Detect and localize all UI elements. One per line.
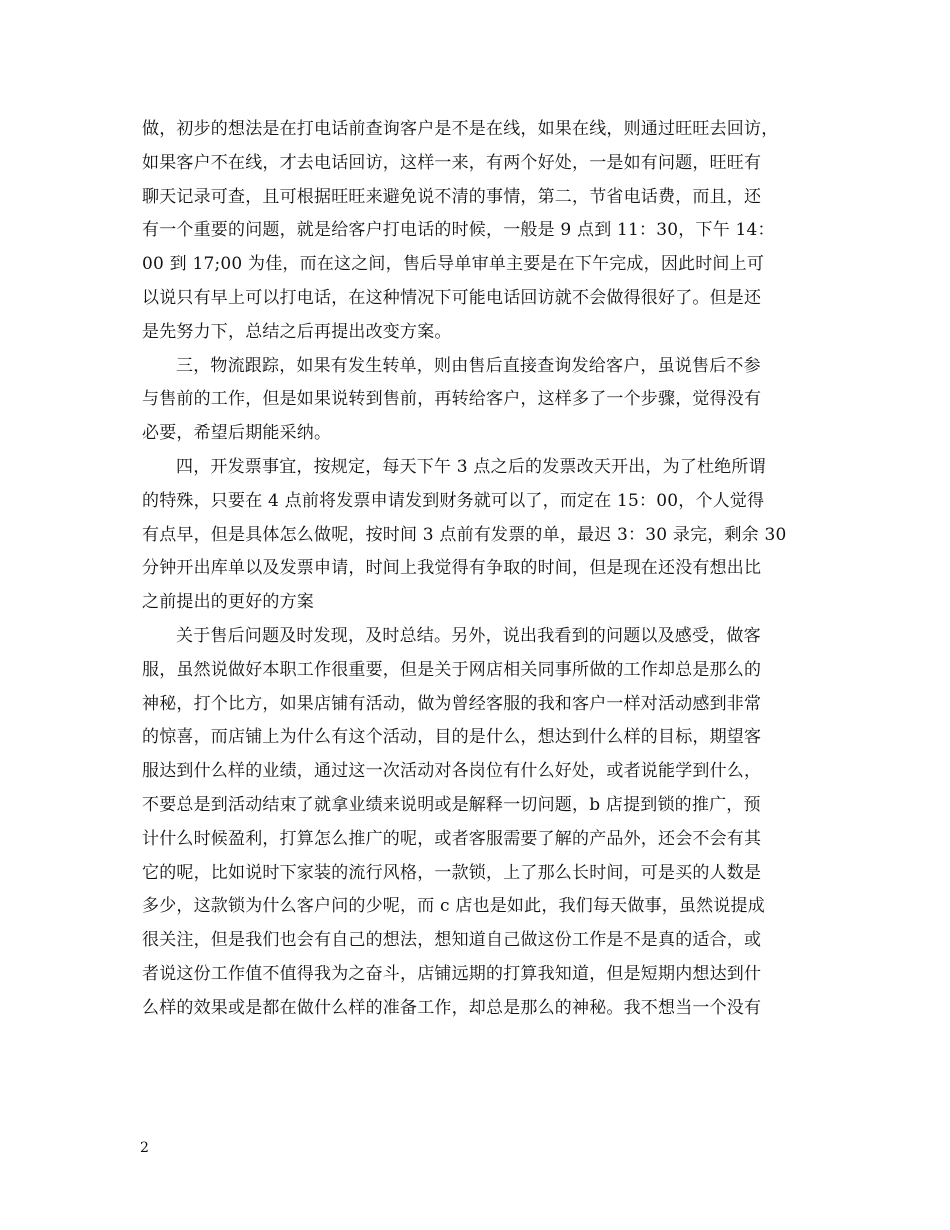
text-line: 如果客户不在线，才去电话回访，这样一来，有两个好处，一是如有问题，旺旺有	[142, 152, 762, 173]
text-line: 之前提出的更好的方案	[142, 592, 314, 613]
text-line: 多少，这款锁为什么客户问的少呢，而 c 店也是如此，我们每天做事，虽然说提成	[142, 896, 765, 917]
text-line: 神秘，打个比方，如果店铺有活动，做为曾经客服的我和客户一样对活动感到非常	[142, 693, 762, 714]
text-line: 关于售后问题及时发现，及时总结。另外，说出我看到的问题以及感受，做客	[176, 625, 761, 646]
text-line: 分钟开出库单以及发票申请，时间上我觉得有争取的时间，但是现在还没有想出比	[142, 558, 762, 579]
text-line: 者说这份工作值不值得我为之奋斗，店铺远期的打算我知道，但是短期内想达到什	[142, 963, 762, 984]
text-line: 服达到什么样的业绩，通过这一次活动对各岗位有什么好处，或者说能学到什么，	[142, 761, 762, 782]
text-line: 的惊喜，而店铺上为什么有这个活动，目的是什么，想达到什么样的目标，期望客	[142, 727, 762, 748]
body-text	[142, 113, 822, 1026]
text-line: 有一个重要的问题，就是给客户打电话的时候，一般是 9 点到 11：30，下午 14：	[142, 220, 775, 241]
text-line: 以说只有早上可以打电话，在这种情况下可能电话回访就不会做得很好了。但是还	[142, 287, 762, 308]
text-line: 不要总是到活动结束了就拿业绩来说明或是解释一切问题，b 店提到锁的推广，预	[142, 794, 761, 815]
text-line: 四，开发票事宜，按规定，每天下午 3 点之后的发票改天开出，为了杜绝所谓	[176, 456, 766, 477]
text-line: 的特殊，只要在 4 点前将发票申请发到财务就可以了，而定在 15：00，个人觉得	[142, 490, 765, 511]
text-line: 很关注，但是我们也会有自己的想法，想知道自己做这份工作是不是真的适合，或	[142, 930, 762, 951]
text-line: 三，物流跟踪，如果有发生转单，则由售后直接查询发给客户，虽说售后不参	[176, 355, 761, 376]
text-line: 它的呢，比如说时下家装的流行风格，一款锁，上了那么长时间，可是买的人数是	[142, 862, 762, 883]
text-line: 聊天记录可查，且可根据旺旺来避免说不清的事情，第二，节省电话费，而且，还	[142, 186, 762, 207]
text-line: 有点早，但是具体怎么做呢，按时间 3 点前有发票的单，最迟 3：30 录完，剩余 30	[142, 524, 787, 545]
text-line: 做，初步的想法是在打电话前查询客户是不是在线，如果在线，则通过旺旺去回访，	[142, 119, 779, 139]
page-number: 2	[140, 1140, 149, 1156]
text-line: 么样的效果或是都在做什么样的准备工作，却总是那么的神秘。我不想当一个没有	[142, 997, 762, 1018]
text-line: 必要，希望后期能采纳。	[142, 423, 332, 444]
text-line: 服，虽然说做好本职工作很重要，但是关于网店相关同事所做的工作却总是那么的	[142, 659, 762, 680]
text-line: 计什么时候盈利，打算怎么推广的呢，或者客服需要了解的产品外，还会不会有其	[142, 828, 762, 849]
text-line: 是先努力下，总结之后再提出改变方案。	[142, 321, 452, 342]
text-line: 与售前的工作，但是如果说转到售前，再转给客户，这样多了一个步骤，觉得没有	[142, 389, 762, 410]
text-line: 00 到 17;00 为佳，而在这之间，售后导单审单主要是在下午完成，因此时间上可	[142, 254, 765, 275]
